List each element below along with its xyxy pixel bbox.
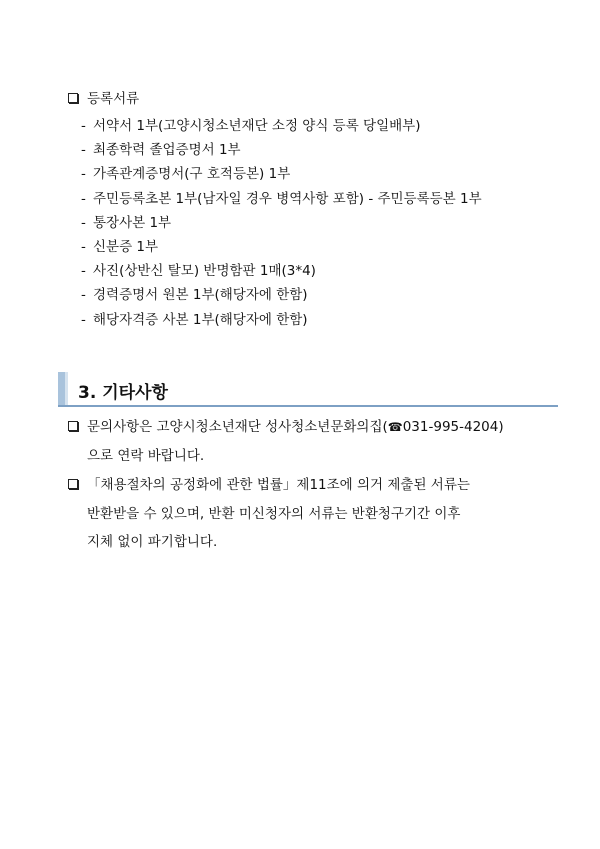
return-text-line3: 지체 없이 파기합니다. [87,534,218,550]
list-item: - 경력증명서 원본 1부(해당자에 한함) [81,287,308,304]
inquiry-text-line2: 으로 연락 바랍니다. [87,447,205,464]
section-accent-bar [58,372,65,406]
list-item: - 주민등록초본 1부(남자일 경우 병역사항 포함) - 주민등록등본 1부 [81,190,482,207]
list-item: - 통장사본 1부 [81,214,172,231]
return-text-line1: 「채용절차의 공정화에 관한 법률」제11조에 의거 제출된 서류는 [87,477,470,493]
list-item: - 해당자격증 사본 1부(해당자에 한함) [81,311,308,328]
list-item: - 신분증 1부 [81,238,159,255]
documents-heading [68,87,139,107]
checkbox-bullet-icon [68,93,78,103]
inquiry-text-line1: 문의사항은 고양시청소년재단 성사청소년문화의집( [87,419,388,435]
section-title [58,372,558,406]
checkbox-bullet-icon [68,421,78,431]
return-note [68,471,560,557]
list-item: - 사진(상반신 탈모) 반명함판 1매(3*4) [81,263,316,280]
return-text-line2: 반환받을 수 있으며, 반환 미신청자의 서류는 반환청구기간 이후 [87,505,461,522]
documents-heading-text: 등록서류 [87,91,140,107]
checkbox-bullet-icon [68,479,78,489]
inquiry-note [68,413,560,470]
documents-list [81,116,482,334]
phone-icon: ☎ [387,420,403,434]
inquiry-phone-number: 031-995-4204) [402,419,504,435]
list-item: - 서약서 1부(고양시청소년재단 소정 양식 등록 당일배부) [81,118,421,134]
section-underline [58,405,558,407]
list-item: - 최종학력 졸업증명서 1부 [81,142,241,159]
list-item: - 가족관계증명서(구 호적등본) 1부 [81,166,291,183]
section-title-text: 3. 기타사항 [78,383,168,403]
section-accent-bar-inner [65,372,68,406]
